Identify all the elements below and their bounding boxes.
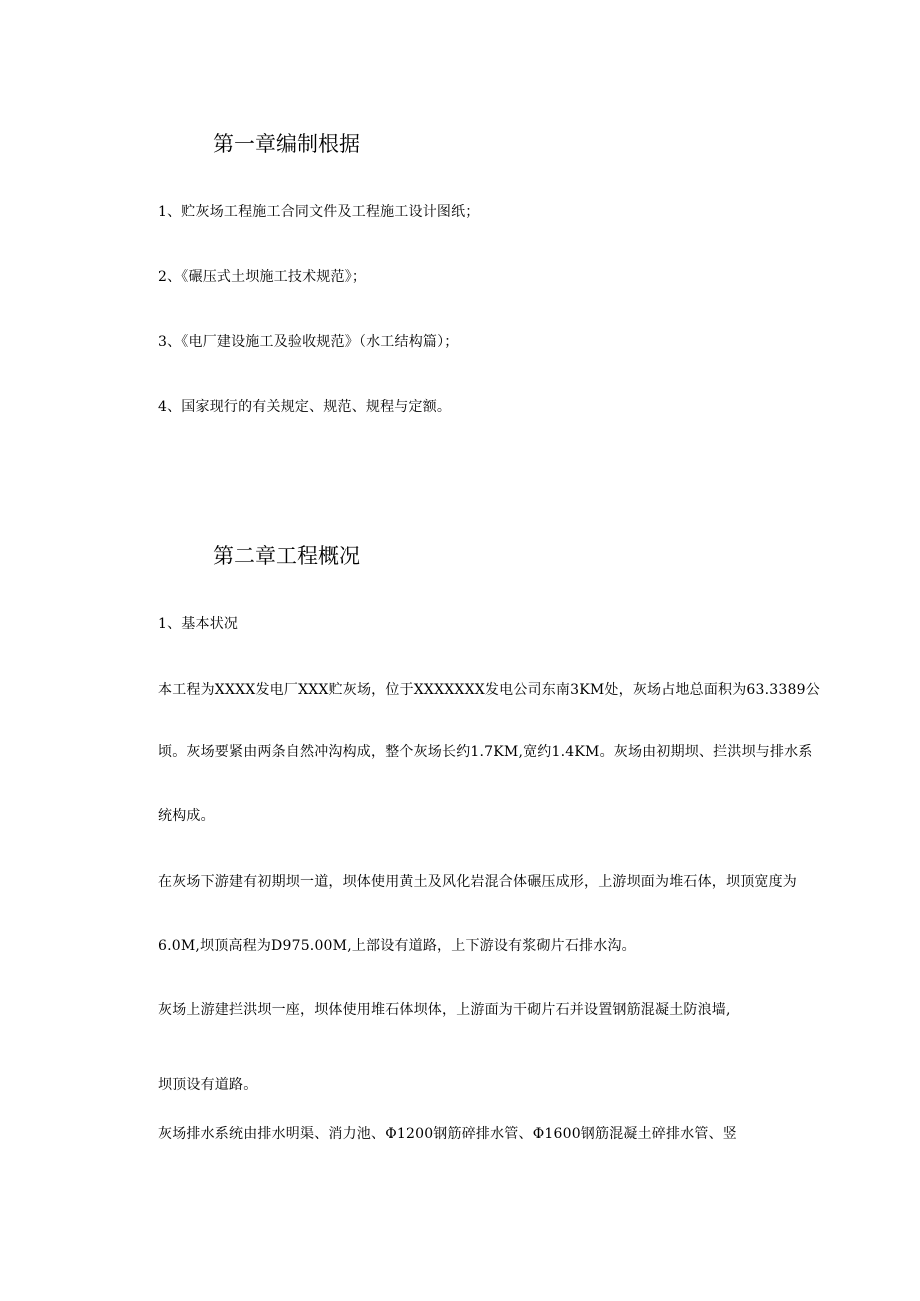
chapter-2-paragraph-line: 统构成。 [158, 808, 215, 824]
chapter-2-subheading: 1、基本状况 [158, 616, 239, 632]
chapter-2-paragraph-line: 6.0M,坝顶高程为D975.00M,上部设有道路，上下游设有浆砌片石排水沟。 [158, 938, 636, 954]
chapter-1-item-4: 4、国家现行的有关规定、规范、规程与定额。 [158, 399, 452, 415]
chapter-2-paragraph-line: 在灰场下游建有初期坝一道，坝体使用黄土及风化岩混合体碾压成形，上游坝面为堆石体，坝顶宽度为 [158, 874, 797, 890]
chapter-2-paragraph-line: 灰场上游建拦洪坝一座，坝体使用堆石体坝体，上游面为干砌片石并设置钢筋混凝土防浪墙, [158, 1002, 731, 1018]
chapter-2-title: 第二章工程概况 [213, 544, 360, 568]
chapter-1-item-1: 1、贮灰场工程施工合同文件及工程施工设计图纸； [158, 204, 480, 220]
chapter-2-paragraph-line: 坝顶设有道路。 [158, 1077, 258, 1093]
chapter-1-title: 第一章编制根据 [213, 132, 360, 156]
chapter-1-item-2: 2、《碾压式土坝施工技术规范》； [158, 269, 367, 285]
chapter-1-item-3: 3、《电厂建设施工及验收规范》（水工结构篇）； [158, 334, 459, 350]
chapter-2-paragraph-line: 顷。灰场要紧由两条自然冲沟构成，整个灰场长约1.7KM,宽约1.4KM。灰场由初期坝、拦洪坝与排水系 [158, 744, 813, 760]
chapter-2-paragraph-line: 灰场排水系统由排水明渠、消力池、Φ1200钢筋碎排水管、Φ1600钢筋混凝土碎排水管、竖 [158, 1126, 738, 1142]
chapter-2-paragraph-line: 本工程为XXXX发电厂XXX贮灰场，位于XXXXXXX发电公司东南3KM处，灰场占地总面积为63.3389公 [158, 682, 820, 698]
